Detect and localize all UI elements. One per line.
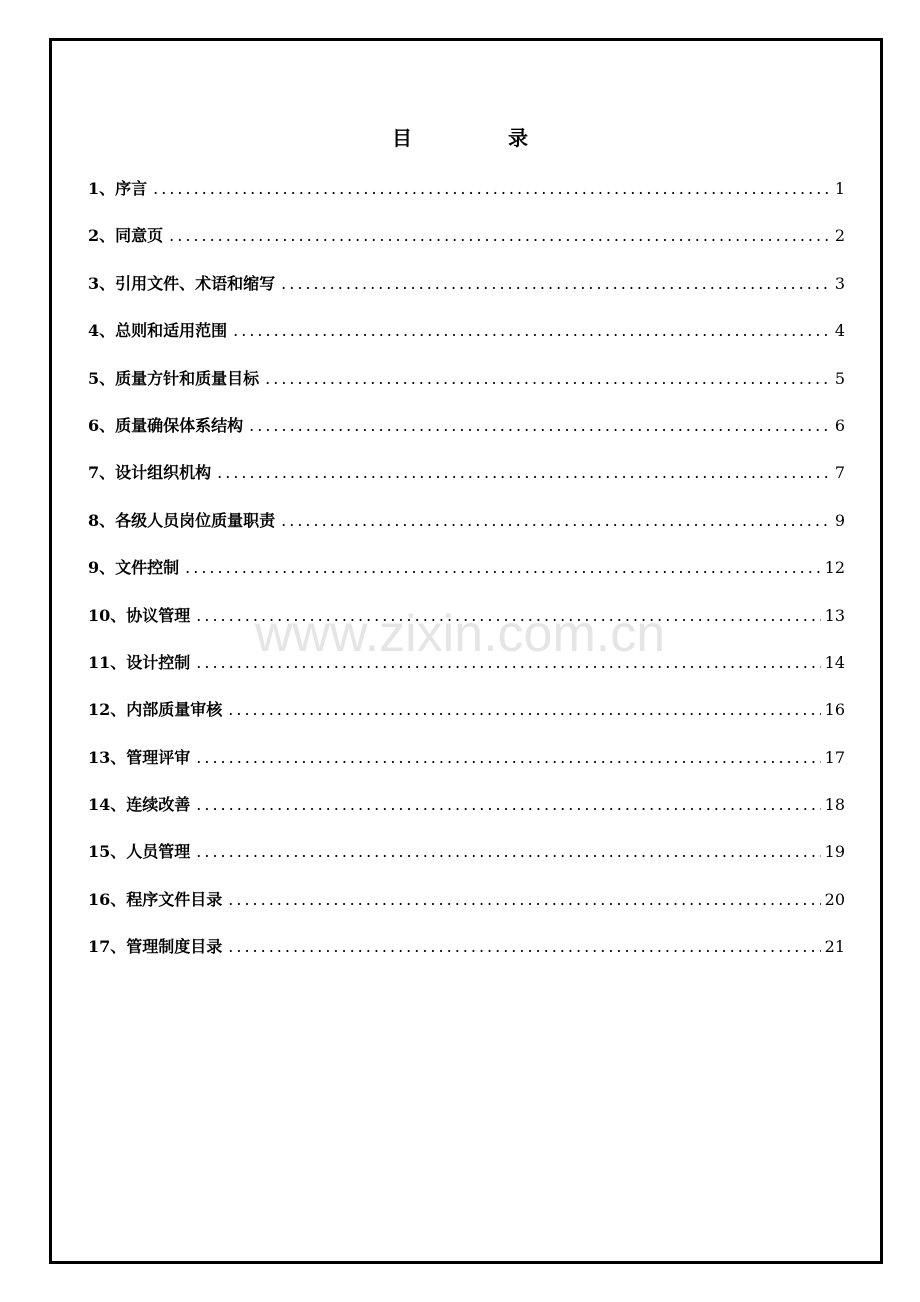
toc-title-left: 目 — [392, 126, 412, 150]
toc-entry-2[interactable] — [88, 223, 845, 270]
toc-dot-leader — [281, 274, 831, 293]
toc-page-number: 17 — [824, 747, 845, 767]
toc-title-right: 录 — [508, 126, 528, 150]
toc-page-number: 14 — [824, 652, 845, 672]
toc-dot-leader — [249, 416, 831, 435]
toc-entry-8[interactable] — [88, 508, 845, 555]
toc-page-number: 1 — [834, 179, 845, 198]
toc-entry-11[interactable] — [88, 650, 845, 697]
toc-entry-label: 8、各级人员岗位质量职责 — [88, 510, 276, 530]
toc-dot-leader — [228, 890, 820, 909]
toc-dot-leader — [196, 653, 820, 672]
toc-entry-label: 6、质量确保体系结构 — [88, 415, 244, 435]
toc-title — [0, 122, 920, 151]
toc-entry-label: 17、管理制度目录 — [88, 937, 223, 957]
toc-entry-label: 4、总则和适用范围 — [88, 321, 228, 341]
toc-entry-4[interactable] — [88, 318, 845, 365]
toc-entry-label: 13、管理评审 — [88, 747, 191, 767]
toc-entry-17[interactable] — [88, 934, 845, 981]
toc-page-number: 21 — [824, 937, 845, 957]
toc-entry-9[interactable] — [88, 555, 845, 602]
toc-entry-label: 15、人员管理 — [88, 842, 191, 862]
toc-dot-leader — [196, 795, 820, 814]
toc-dot-leader — [228, 937, 820, 956]
toc-dot-leader — [196, 842, 820, 861]
toc-dot-leader — [196, 606, 820, 625]
toc-entry-label: 5、质量方针和质量目标 — [88, 368, 260, 388]
toc-dot-leader — [265, 369, 831, 388]
toc-dot-leader — [233, 321, 831, 340]
toc-entry-3[interactable] — [88, 271, 845, 318]
toc-entry-12[interactable] — [88, 697, 845, 744]
toc-page-number: 4 — [834, 321, 845, 341]
toc-page-number: 6 — [834, 415, 845, 435]
toc-entry-1[interactable] — [88, 176, 845, 223]
toc-entry-15[interactable] — [88, 839, 845, 886]
toc-entry-label: 12、内部质量审核 — [88, 700, 223, 720]
toc-entry-label: 1、序言 — [88, 179, 148, 198]
toc-page-number: 2 — [834, 226, 845, 246]
toc-entry-label: 10、协议管理 — [88, 605, 191, 625]
toc-dot-leader — [185, 558, 821, 577]
toc-entry-label: 9、文件控制 — [88, 558, 180, 578]
toc-dot-leader — [228, 700, 820, 719]
toc-entry-14[interactable] — [88, 792, 845, 839]
watermark: www.zixin.com.cn — [254, 605, 666, 663]
toc-entry-16[interactable] — [88, 887, 845, 934]
toc-page-number: 16 — [824, 700, 845, 720]
toc-entry-label: 7、设计组织机构 — [88, 463, 212, 483]
toc-page-number: 19 — [824, 842, 845, 862]
toc-page-number: 5 — [834, 368, 845, 388]
toc-dot-leader — [196, 748, 820, 767]
toc-page-number: 13 — [824, 605, 845, 625]
toc-page-number: 20 — [824, 889, 845, 909]
toc-page-number: 9 — [834, 510, 845, 530]
toc-entry-5[interactable] — [88, 366, 845, 413]
toc-entry-10[interactable] — [88, 603, 845, 650]
toc-dot-leader — [217, 463, 831, 482]
toc-page-number: 3 — [834, 273, 845, 293]
toc-page-number: 18 — [824, 795, 845, 815]
toc-entry-label: 3、引用文件、术语和缩写 — [88, 273, 276, 293]
toc-dot-leader — [153, 179, 831, 198]
toc-entry-label: 11、设计控制 — [88, 652, 191, 672]
toc-dot-leader — [281, 511, 831, 530]
toc-dot-leader — [169, 226, 831, 245]
toc-list — [88, 176, 845, 982]
toc-page-number: 12 — [824, 558, 845, 578]
toc-entry-label: 16、程序文件目录 — [88, 889, 223, 909]
toc-entry-label: 2、同意页 — [88, 226, 164, 246]
toc-entry-6[interactable] — [88, 413, 845, 460]
toc-page-number: 7 — [834, 463, 845, 483]
toc-entry-7[interactable] — [88, 460, 845, 507]
toc-entry-label: 14、连续改善 — [88, 795, 191, 815]
toc-entry-13[interactable] — [88, 745, 845, 792]
